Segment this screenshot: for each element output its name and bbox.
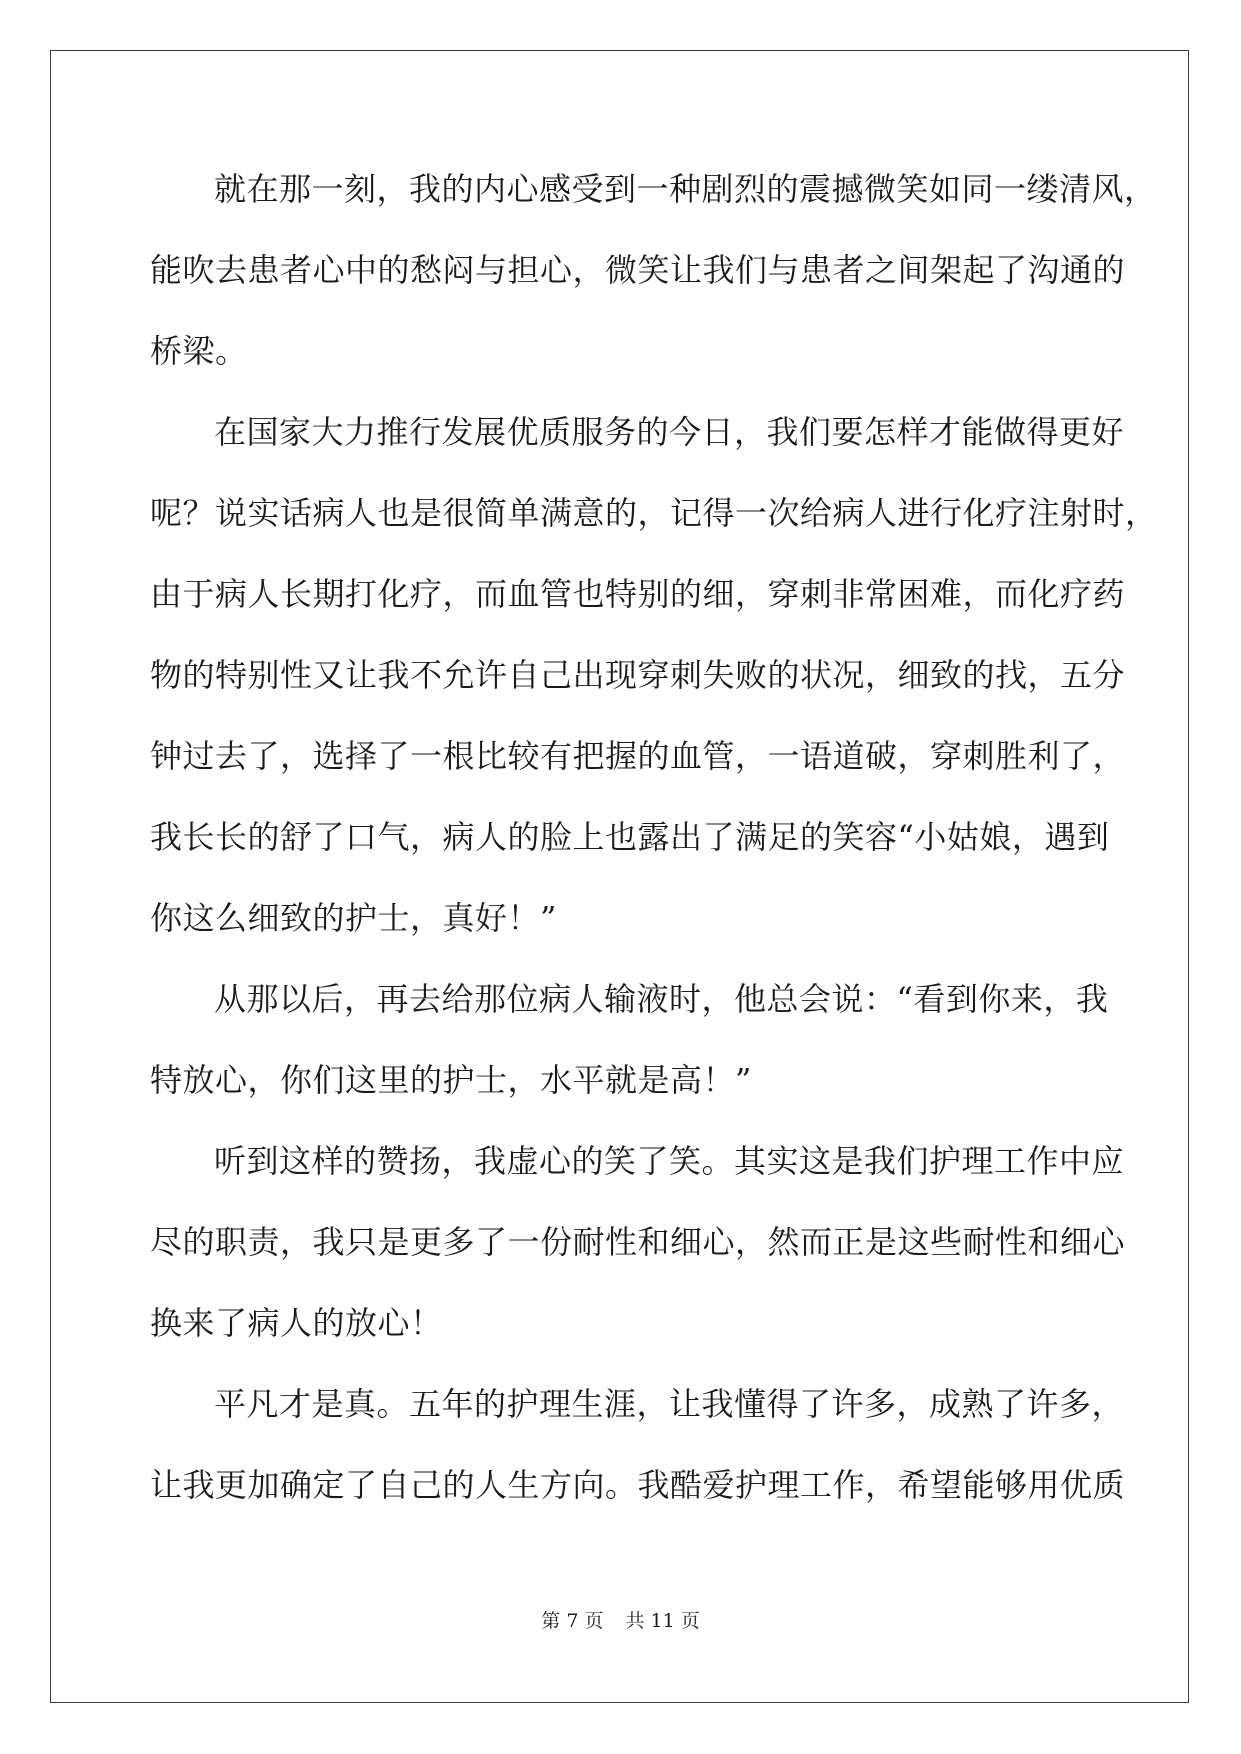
text-line: 钟过去了，选择了一根比较有把握的血管，一语道破，穿刺胜利了， (150, 737, 1126, 775)
text-line: 特放心，你们这里的护士，水平就是高！” (150, 1061, 752, 1099)
text-line: 尽的职责，我只是更多了一份耐性和细心，然而正是这些耐性和细心 (150, 1223, 1126, 1261)
text-line: 听到这样的赞扬，我虚心的笑了笑。其实这是我们护理工作中应 (214, 1142, 1125, 1180)
text-line: 从那以后，再去给那位病人输液时，他总会说：“看到你来，我 (214, 980, 1109, 1018)
text-line: 物的特别性又让我不允许自己出现穿刺失败的状况，细致的找，五分 (150, 656, 1126, 694)
text-line: 在国家大力推行发展优质服务的今日，我们要怎样才能做得更好 (214, 413, 1125, 451)
text-line: 就在那一刻，我的内心感受到一种剧烈的震撼微笑如同一缕清风， (214, 170, 1157, 208)
text-line: 桥梁。 (150, 332, 248, 370)
text-line: 换来了病人的放心！ (150, 1304, 443, 1342)
text-line: 我长长的舒了口气，病人的脸上也露出了满足的笑容“小姑娘，遇到 (150, 818, 1110, 856)
text-line: 呢？说实话病人也是很简单满意的，记得一次给病人进行化疗注射时， (150, 494, 1158, 532)
page-footer (0, 1606, 1241, 1633)
page-number-total: 共 11 页 (625, 1610, 700, 1632)
text-line: 让我更加确定了自己的人生方向。我酷爱护理工作，希望能够用优质 (150, 1466, 1126, 1504)
text-line: 能吹去患者心中的愁闷与担心，微笑让我们与患者之间架起了沟通的 (150, 251, 1126, 289)
document-body (150, 160, 1158, 1537)
text-line: 平凡才是真。五年的护理生涯，让我懂得了许多，成熟了许多， (214, 1385, 1125, 1423)
text-line: 你这么细致的护士，真好！” (150, 899, 557, 937)
page-number-current: 第 7 页 (541, 1610, 604, 1632)
text-line: 由于病人长期打化疗，而血管也特别的细，穿刺非常困难，而化疗药 (150, 575, 1126, 613)
